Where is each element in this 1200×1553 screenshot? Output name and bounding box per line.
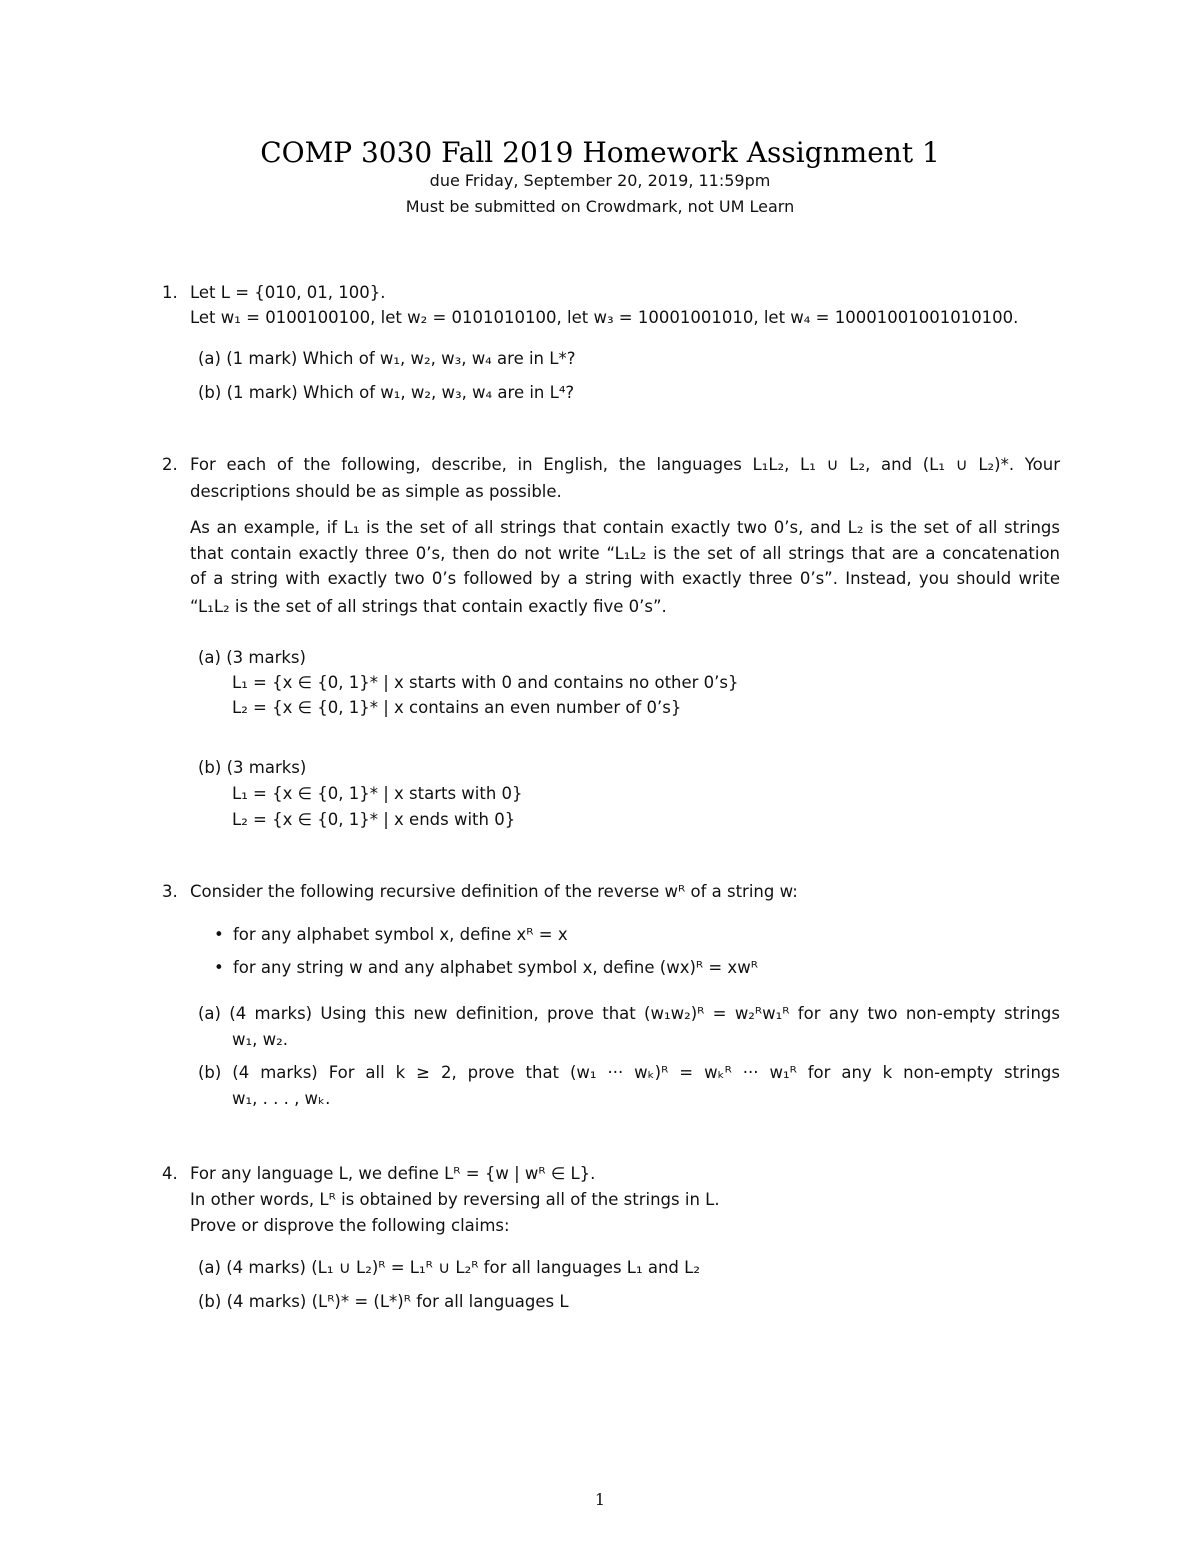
question-2-example-line-1: As an example, if L₁ is the set of all strings that contain exactly two 0’s, and L₂ is the set of all strings [190, 518, 1060, 537]
question-2-example-line-2: that contain exactly three 0’s, then do not write “L₁L₂ is the set of all strings that are a concatenation [190, 544, 1060, 563]
question-4-line-2: In other words, Lᴿ is obtained by reversing all of the strings in L. [190, 1190, 720, 1209]
question-2-example-line-3: of a string with exactly two 0’s followed by a string with exactly three 0’s”. Instead, you should write [190, 569, 1060, 588]
question-3a-line-2: w₁, w₂. [232, 1030, 288, 1049]
question-4a: (a) (4 marks) (L₁ ∪ L₂)ᴿ = L₁ᴿ ∪ L₂ᴿ for all languages L₁ and L₂ [198, 1258, 700, 1277]
question-1-line-2: Let w₁ = 0100100100, let w₂ = 0101010100, let w₃ = 10001001010, let w₄ = 10001001001010100. [190, 308, 1019, 327]
question-2-intro-line-2: descriptions should be as simple as possible. [190, 482, 562, 501]
question-1a: (a) (1 mark) Which of w₁, w₂, w₃, w₄ are in L*? [198, 349, 576, 368]
question-1b: (b) (1 mark) Which of w₁, w₂, w₃, w₄ are in L⁴? [198, 383, 575, 402]
question-1-number: 1. [162, 283, 178, 302]
question-3-intro: Consider the following recursive definition of the reverse wᴿ of a string w: [190, 882, 798, 901]
question-4-line-3: Prove or disprove the following claims: [190, 1216, 510, 1235]
question-2b-language-2: L₂ = {x ∈ {0, 1}* | x ends with 0} [232, 810, 516, 829]
page-title: COMP 3030 Fall 2019 Homework Assignment 1 [260, 136, 940, 169]
question-3b-line-1: (b) (4 marks) For all k ≥ 2, prove that (w₁ ··· wₖ)ᴿ = wₖᴿ ··· w₁ᴿ for any k non-empty strings [198, 1063, 1060, 1082]
page-number: 1 [594, 1490, 606, 1509]
question-2a-language-1: L₁ = {x ∈ {0, 1}* | x starts with 0 and contains no other 0’s} [232, 673, 739, 692]
question-3-bullet-2: for any string w and any alphabet symbol x, define (wx)ᴿ = xwᴿ [233, 958, 758, 977]
question-3-number: 3. [162, 882, 178, 901]
submission-note: Must be submitted on Crowdmark, not UM Learn [405, 197, 795, 216]
question-2-intro-line-1: For each of the following, describe, in English, the languages L₁L₂, L₁ ∪ L₂, and (L₁ ∪ L₂)*. Your [190, 455, 1060, 474]
question-3-bullet-1: for any alphabet symbol x, define xᴿ = x [233, 925, 568, 944]
question-1-line-1: Let L = {010, 01, 100}. [190, 283, 386, 302]
question-2b-heading: (b) (3 marks) [198, 758, 307, 777]
question-4-line-1: For any language L, we define Lᴿ = {w | wᴿ ∈ L}. [190, 1164, 596, 1183]
question-4-number: 4. [162, 1164, 178, 1183]
question-2-number: 2. [162, 455, 178, 474]
question-2-example-line-4: “L₁L₂ is the set of all strings that contain exactly five 0’s”. [190, 597, 667, 616]
question-2a-heading: (a) (3 marks) [198, 648, 306, 667]
question-2b-language-1: L₁ = {x ∈ {0, 1}* | x starts with 0} [232, 784, 523, 803]
question-2a-language-2: L₂ = {x ∈ {0, 1}* | x contains an even number of 0’s} [232, 698, 682, 717]
question-4b: (b) (4 marks) (Lᴿ)* = (L*)ᴿ for all languages L [198, 1292, 569, 1311]
question-3a-line-1: (a) (4 marks) Using this new definition, prove that (w₁w₂)ᴿ = w₂ᴿw₁ᴿ for any two non-empty strings [198, 1004, 1060, 1023]
due-date: due Friday, September 20, 2019, 11:59pm [429, 171, 771, 190]
bullet-2-marker: • [214, 958, 224, 977]
question-3b-line-2: w₁, . . . , wₖ. [232, 1089, 331, 1108]
bullet-1-marker: • [214, 925, 224, 944]
